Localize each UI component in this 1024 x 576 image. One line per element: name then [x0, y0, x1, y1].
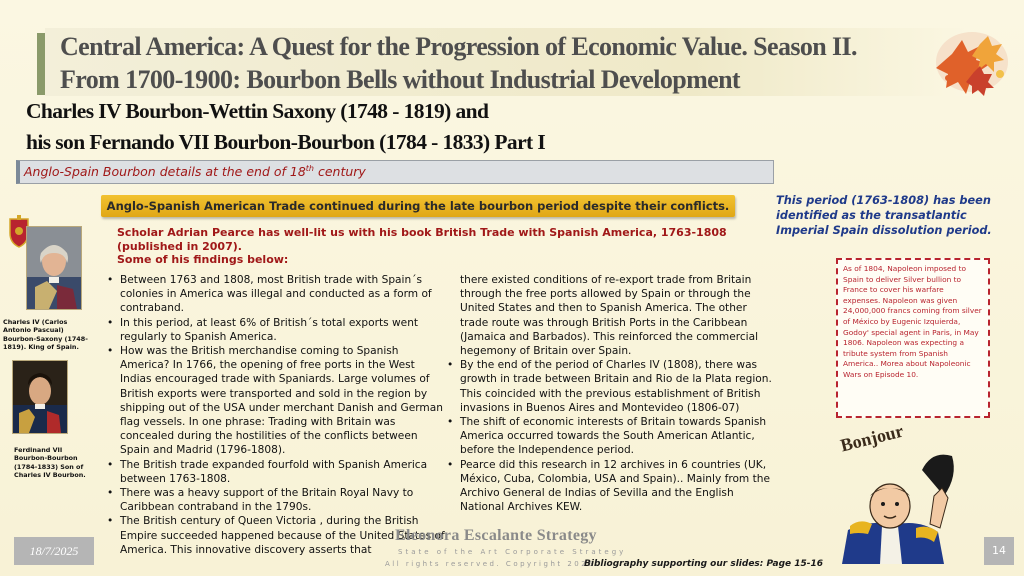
- footer-brand: Eleonora Escalante Strategy: [395, 527, 597, 544]
- napoleon-note-box: As of 1804, Napoleon imposed to Spain to deliver Silver bullion to France to cover his warfare expenses. Napoleon was given 24,000,000 francs coming from silver of México by Eugenic Izquierda, Godoy' special agent in Paris, in May 1806. Napoleon was expecting a tribute system from Spanish America.. Morea about Napoleonic Wars on Episode 10.: [836, 258, 990, 418]
- period-note: This period (1763-1808) has been identified as the transatlantic Imperial Spain dissolution period.: [776, 194, 992, 237]
- autumn-leaves-icon: [922, 24, 1018, 100]
- section-text-before: Anglo-Spain Bourbon details at the end of 18: [24, 164, 306, 180]
- bonjour-bubble: Bonjour: [838, 420, 906, 456]
- bibliography-note: Bibliography supporting our slides: Page 15-16: [584, 559, 824, 569]
- page-title: [60, 30, 960, 96]
- footer-rights: All rights reserved. Copyright 2025: [385, 560, 596, 568]
- findings-column-right: [445, 273, 775, 514]
- list-item: • The British trade expanded fourfold with Spanish America between 1763-1808.: [105, 458, 445, 486]
- napoleon-cartoon-icon: [838, 440, 968, 565]
- ferdinand-vii-caption: Ferdinand VII Bourbon-Bourbon (1784-1833) Son of Charles IV Bourbon.: [14, 446, 86, 479]
- list-item: • There was a heavy support of the Britain Royal Navy to Caribbean contraband in the 1790s.: [105, 486, 445, 514]
- intro-line-1: Scholar Adrian Pearce has well-lit us with his book British Trade with Spanish America, 1763-1808: [117, 226, 727, 239]
- title-line-1: Central America: A Quest for the Progression of Economic Value. Season II.: [60, 32, 857, 61]
- list-item: • By the end of the period of Charles IV (1808), there was growth in trade between Britain and Rio de la Plata region. This coincided with the previous establishment of British invasions in Buenos Aires and Montevideo (1806-07): [445, 358, 775, 415]
- list-item: • Between 1763 and 1808, most British trade with Spain´s colonies in America was illegal and conducted as a form of contraband.: [105, 273, 445, 316]
- intro-line-2: (published in 2007).: [117, 239, 242, 253]
- list-item: • The British century of Queen Victoria , during the British Empire succeeded happened because of the United States of America. This innovative discovery asserts that: [105, 514, 445, 557]
- ferdinand-vii-portrait: [12, 360, 68, 434]
- intro-text: [117, 226, 727, 267]
- subtitle-line-1: Charles IV Bourbon-Wettin Saxony (1748 - 1819) and: [26, 99, 489, 123]
- subtitle-line-2: his son Fernando VII Bourbon-Bourbon (1784 - 1833) Part I: [26, 130, 546, 154]
- section-header: [24, 164, 366, 179]
- section-sup: th: [305, 164, 315, 173]
- title-line-2: From 1700-1900: Bourbon Bells without Industrial Development: [60, 65, 740, 94]
- highlight-banner-text: Anglo-Spanish American Trade continued during the late bourbon period despite their conflicts.: [106, 199, 730, 213]
- list-item: • Pearce did this research in 12 archives in 6 countries (UK, México, Cuba, Colombia, USA and Spain).. Mainly from the Archivo General de Indias of Sevilla and the English National Archives KEW.: [445, 458, 775, 515]
- list-item: • How was the British merchandise coming to Spanish America? In 1766, the opening of free ports in the West Indias encouraged trade with Spaniards. Large volumes of British exports were transported and sold in the region by shipping out of the USA under merchant Danish and German flag vessels. In one phrase: Trading with Britain was concealed during the hostilities of the conflicts between Spain and Madrid (1796-1808).: [105, 344, 445, 458]
- continued-paragraph: there existed conditions of re-export trade from Britain through the free ports allowed by Spain or through the United States and then to Spanish America. The other trade route was through British Ports in the Caribbean (Jamaica and Barbados). This reinforced the commercial hegemony of Britain over Spain.: [460, 274, 759, 358]
- title-accent-bar: [37, 33, 45, 95]
- charles-iv-portrait: [26, 226, 82, 310]
- footer-tagline: State of the Art Corporate Strategy: [398, 548, 627, 556]
- page-number: 14: [984, 537, 1014, 565]
- page-subtitle: [26, 96, 726, 158]
- findings-column-left: [105, 273, 445, 557]
- list-item: • The shift of economic interests of Britain towards Spanish America occurred towards the South American Atlantic, before the Independence period.: [445, 415, 775, 458]
- footer-date: 18/7/2025: [14, 537, 94, 565]
- charles-iv-caption: Charles IV (Carlos Antonio Pascual) Bourbon-Saxony (1748-1819). King of Spain.: [3, 318, 88, 351]
- section-text-after: century: [314, 164, 366, 180]
- intro-line-3: Some of his findings below:: [117, 253, 289, 266]
- list-item: • In this period, at least 6% of British´s total exports went regularly to Spanish America.: [105, 316, 445, 344]
